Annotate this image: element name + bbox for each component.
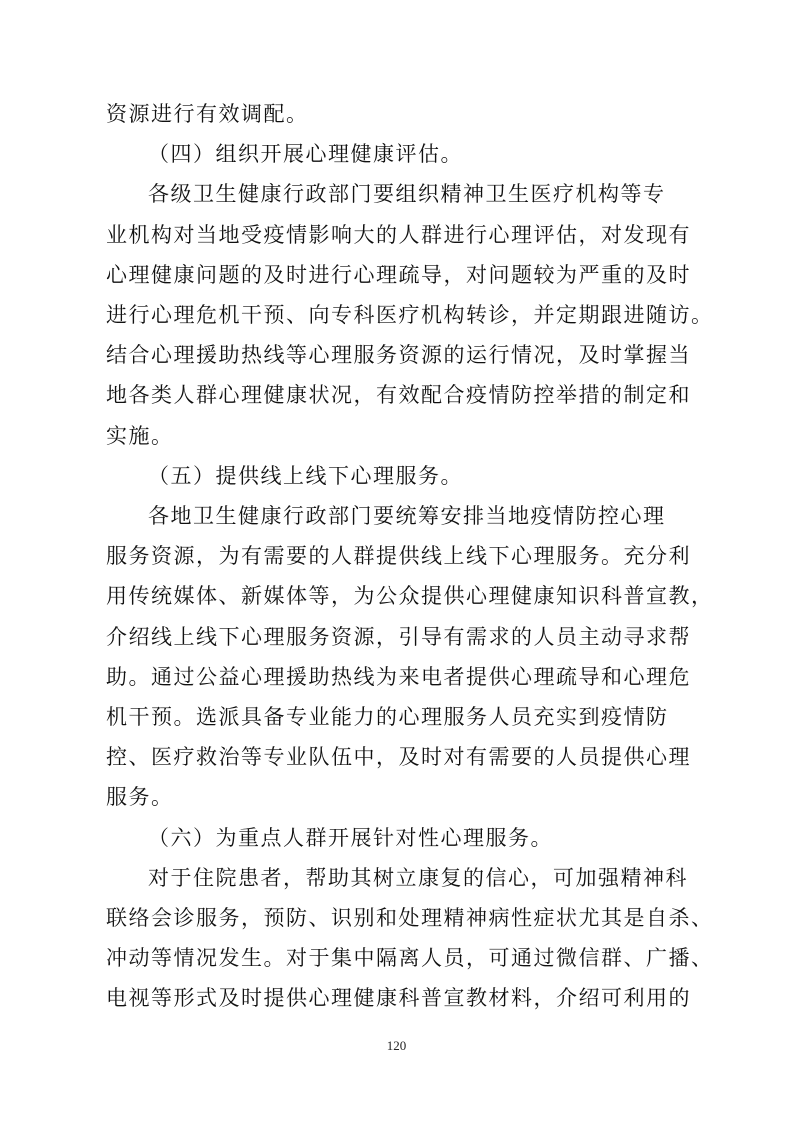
body-text-line: 服务资源，为有需要的人群提供线上线下心理服务。充分利 bbox=[106, 544, 691, 569]
body-text-line: 电视等形式及时提供心理健康科普宣教材料，介绍可利用的 bbox=[106, 986, 691, 1011]
body-text-line: 各地卫生健康行政部门要统筹安排当地疫情防控心理 bbox=[148, 504, 666, 528]
section-heading: （六）为重点人群开展针对性心理服务。 bbox=[148, 825, 553, 850]
section-heading: （四）组织开展心理健康评估。 bbox=[148, 142, 463, 167]
body-text-line: 服务。 bbox=[106, 785, 174, 810]
body-text-line: 资源进行有效调配。 bbox=[106, 102, 309, 126]
section-heading: （五）提供线上线下心理服务。 bbox=[148, 463, 463, 488]
body-text-line: 用传统媒体、新媒体等，为公众提供心理健康知识科普宣教， bbox=[106, 584, 714, 609]
body-text-line: 对于住院患者，帮助其树立康复的信心，可加强精神科 bbox=[148, 865, 688, 890]
body-text-line: 业机构对当地受疫情影响大的人群进行心理评估，对发现有 bbox=[106, 222, 691, 247]
body-text-line: 各级卫生健康行政部门要组织精神卫生医疗机构等专 bbox=[148, 182, 666, 207]
body-text-line: 实施。 bbox=[106, 423, 174, 448]
page-number: 120 bbox=[386, 1038, 407, 1053]
body-text-line: 介绍线上线下心理服务资源，引导有需求的人员主动寻求帮 bbox=[106, 624, 691, 649]
body-text-line: 联络会诊服务，预防、识别和处理精神病性症状尤其是自杀、 bbox=[106, 906, 714, 930]
body-text-line: 心理健康问题的及时进行心理疏导，对问题较为严重的及时 bbox=[106, 262, 691, 287]
body-text-line: 结合心理援助热线等心理服务资源的运行情况，及时掌握当 bbox=[106, 343, 691, 368]
body-text-line: 机干预。选派具备专业能力的心理服务人员充实到疫情防 bbox=[106, 705, 669, 729]
body-text-line: 冲动等情况发生。对于集中隔离人员，可通过微信群、广播、 bbox=[106, 946, 714, 971]
body-text-line: 控、医疗救治等专业队伍中，及时对有需要的人员提供心理 bbox=[106, 745, 691, 770]
body-text-line: 进行心理危机干预、向专科医疗机构转诊，并定期跟进随访。 bbox=[106, 303, 714, 327]
body-text-line: 助。通过公益心理援助热线为来电者提供心理疏导和心理危 bbox=[106, 664, 691, 689]
body-text-line: 地各类人群心理健康状况，有效配合疫情防控举措的制定和 bbox=[106, 383, 691, 408]
